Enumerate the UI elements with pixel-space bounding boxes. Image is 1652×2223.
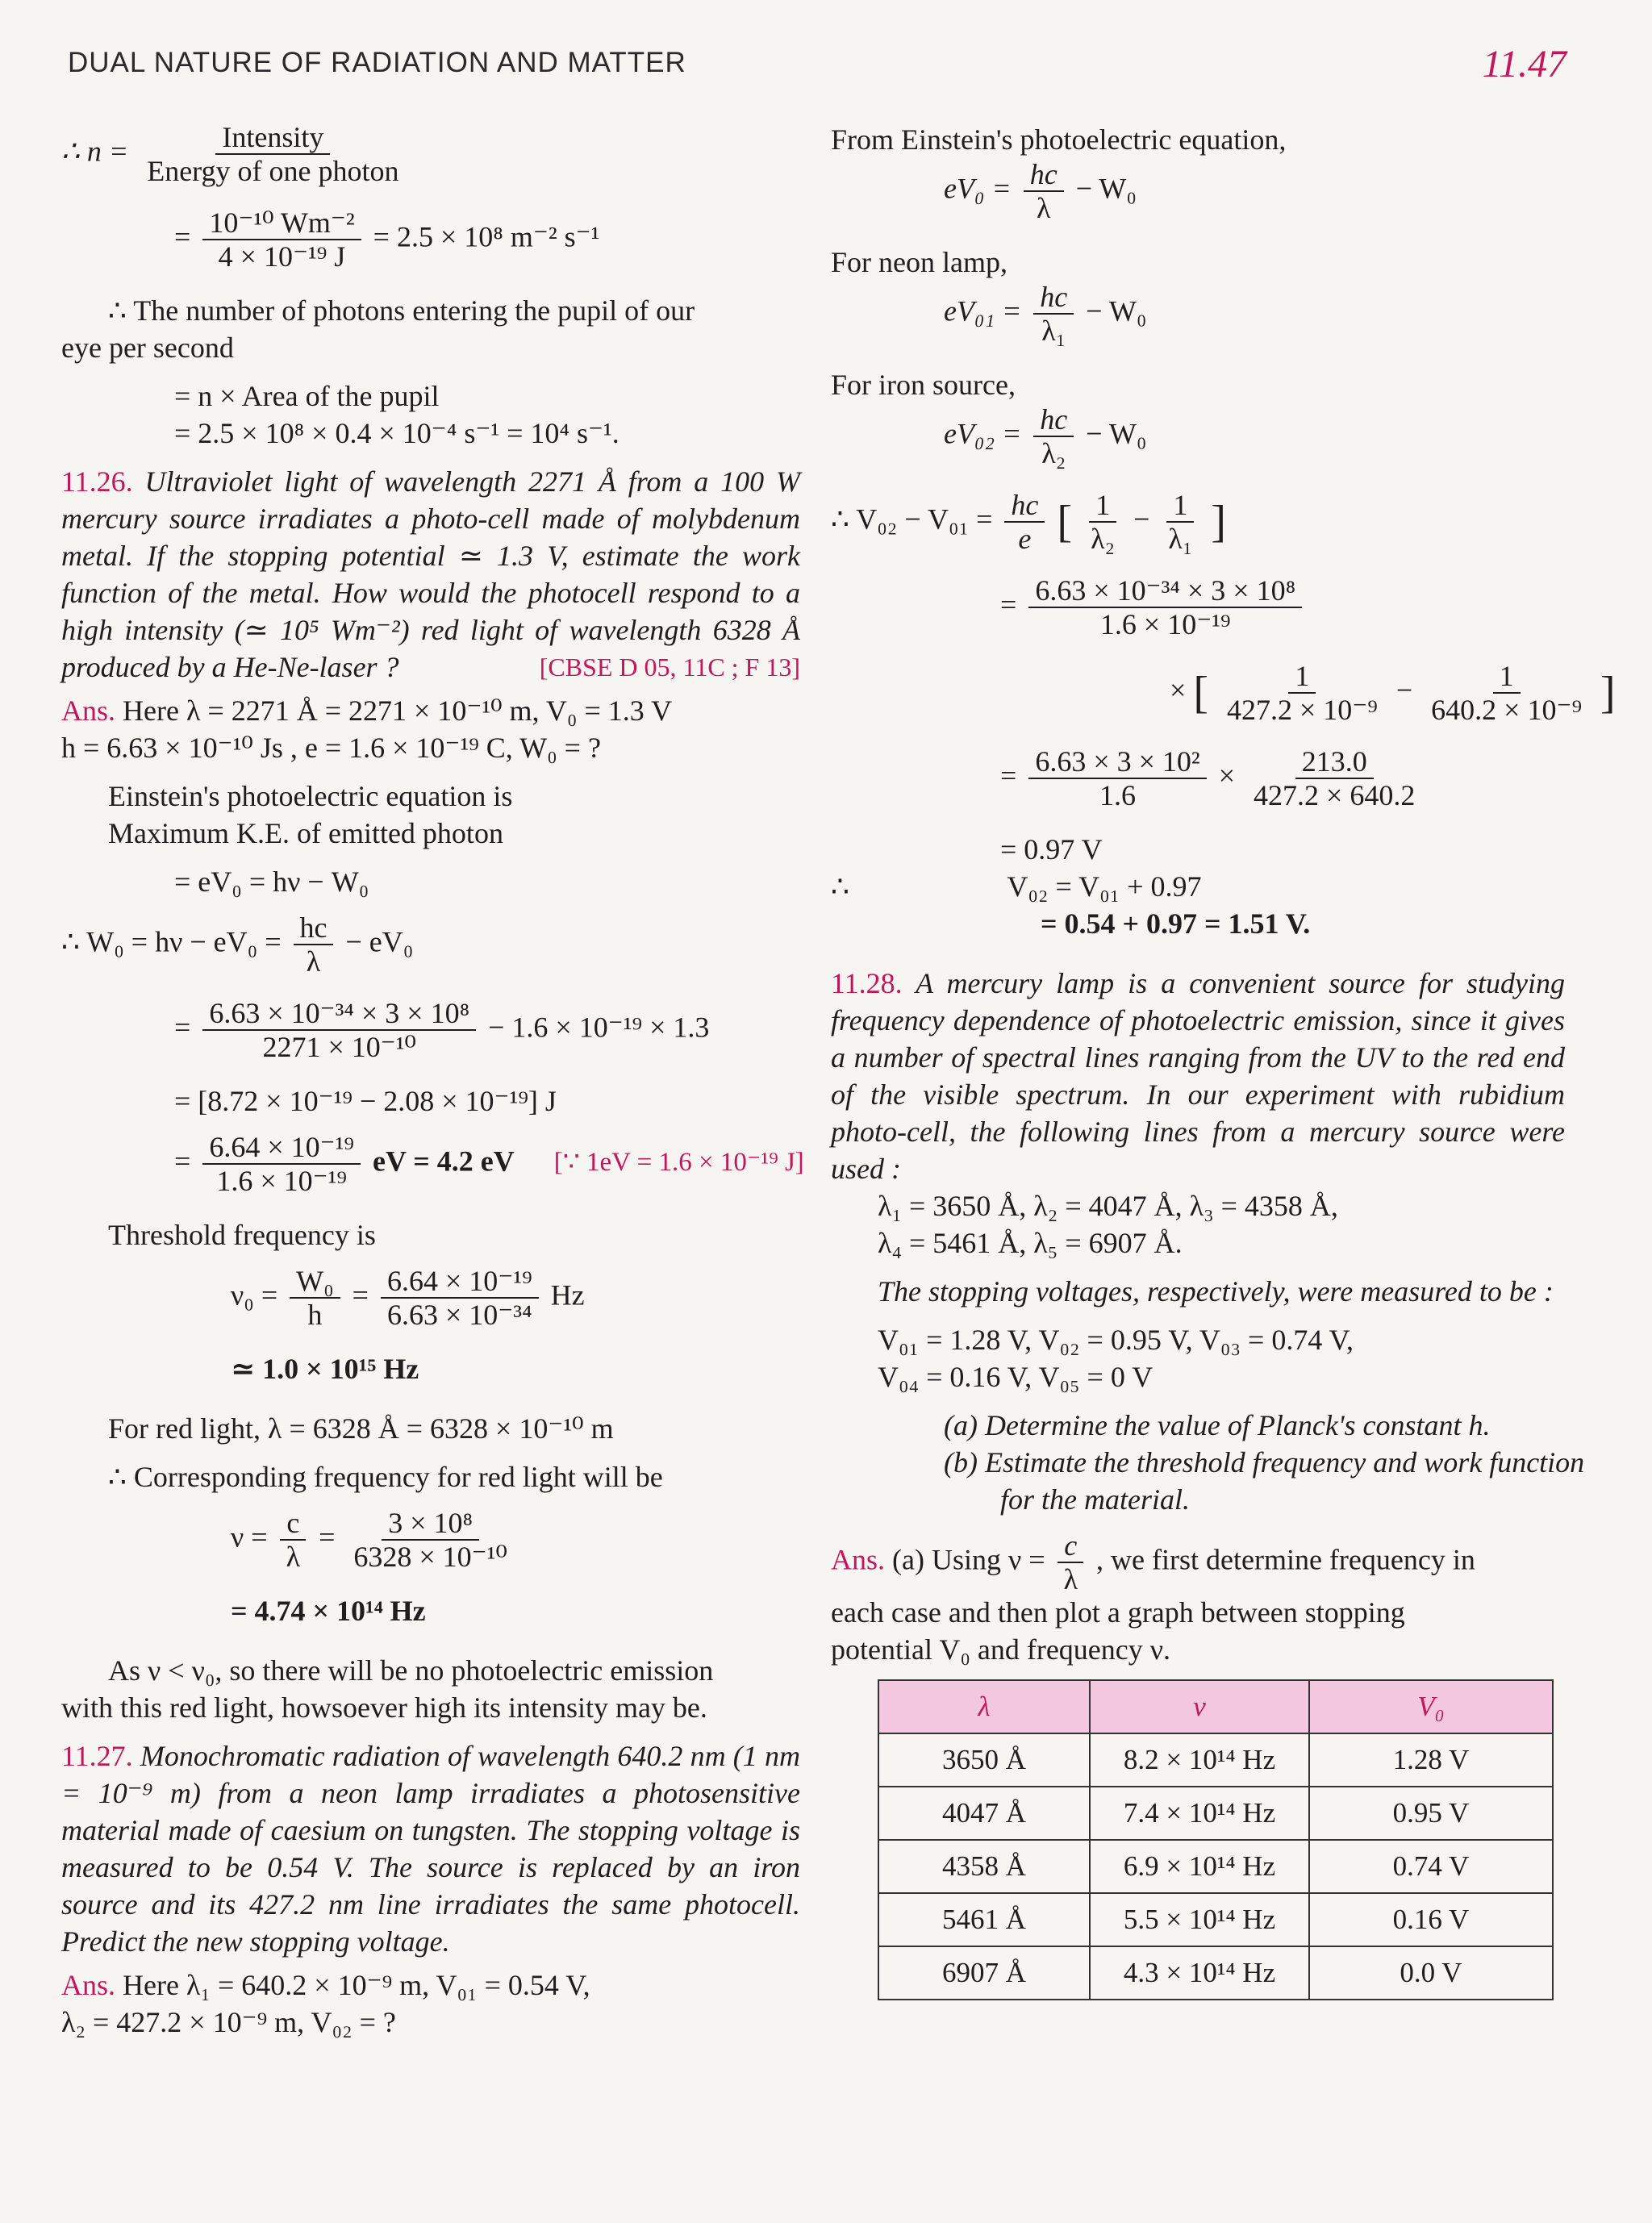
- question-11-28: 11.28. A mercury lamp is a convenient source for studying frequency dependence of photoelectric emission, since it gives a number of spectral lines ranging from the UV to the red end of the visible spectrum. In our experiment with rubidium photo-cell, the following lines from a mercury source were used :: [831, 967, 1565, 1185]
- eq-n-value: = $\frac{\text{10⁻¹⁰ Wm⁻²}}{\text{4 × 10⁻¹⁹ J}}$ = 2.5 × 10⁸ m⁻² s⁻¹: [174, 206, 600, 273]
- eq-line: = 0.97 V: [1000, 833, 1103, 865]
- eq-n: ∴ n = $\frac{\text{Intensity}}{\text{Energy of one photon}}$: [61, 121, 800, 195]
- fraction: $\frac{1}{\text{640.2 × 10⁻⁹}}$: [1431, 660, 1582, 726]
- eq-diff-bracket: × [ $\frac{1}{\text{427.2 × 10⁻⁹}}$ − $\frac{1}{\text{640.2 × 10⁻⁹}}$ ]: [1170, 660, 1616, 726]
- left-column: [61, 121, 804, 2041]
- eq-diff-simplified: = $\frac{\text{6.63 × 3 × 10²}}{1.6}$ × $\frac{213.0}{427.2 \times 640.2}$: [831, 745, 1565, 820]
- fraction: $\frac{\text{6.64 × 10⁻¹⁹}}{\text{6.63 × 10⁻³⁴}}$: [381, 1265, 539, 1331]
- fraction: $\frac{\text{Intensity}}{\text{Energy of one photon}}$: [147, 121, 399, 187]
- fraction: $\frac{\text{6.63 × 3 × 10²}}{1.6}$: [1028, 745, 1206, 811]
- wavelength-list: λ₄ = 5461 Å, λ₅ = 6907 Å.: [878, 1227, 1183, 1259]
- header-wavelength: λ: [878, 1680, 1090, 1733]
- wavelength-list: λ₁ = 3650 Å, λ₂ = 4047 Å, λ₃ = 4358 Å,: [878, 1190, 1338, 1222]
- eq-difference: ∴ V₀₂ − V₀₁ = $\frac{hc}{e}$ [ $\frac{1}{\text{λ₂}}$ − $\frac{1}{\text{λ₁}}$ ]: [831, 489, 1227, 555]
- eq-threshold: ν₀ = $\frac{\text{W₀}}{h}$ = $\frac{\text{6.64 × 10⁻¹⁹}}{\text{6.63 × 10⁻³⁴}}$ Hz: [231, 1265, 585, 1331]
- fraction: $\frac{\text{W₀}}{h}$: [290, 1265, 340, 1331]
- fraction: $\frac{hc}{\lambda}$: [1024, 158, 1064, 224]
- text-line: Threshold frequency is: [108, 1219, 376, 1251]
- table-header-row: [878, 1680, 1553, 1733]
- eq-line: = [8.72 × 10⁻¹⁹ − 2.08 × 10⁻¹⁹] J: [174, 1085, 557, 1117]
- text-line: For iron source,: [831, 369, 1016, 401]
- eq-einstein: eV₀ = $\frac{hc}{\lambda}$ − W₀: [944, 158, 1137, 224]
- fraction: $\frac{\text{6.63 × 10⁻³⁴ × 3 × 10⁸}}{\text{2271 × 10⁻¹⁰}}$: [202, 997, 476, 1063]
- question-11-27: 11.27. Monochromatic radiation of wavelength 640.2 nm (1 nm = 10⁻⁹ m) from a neon lamp irradiates a photosensitive material made of caesium on tungsten. The stopping voltage is measured to be 0.54 V. The source is replaced by an iron source and its 427.2 nm line irradiates the same photocell. Predict the new stopping voltage.: [61, 1740, 800, 1958]
- text-line: As ν < ν₀, so there will be no photoelectric emission: [108, 1654, 714, 1687]
- fraction: $\frac{c}{\lambda}$: [280, 1507, 307, 1573]
- fraction: $\frac{hc}{\lambda}$: [294, 911, 334, 978]
- subquestion-a: (a) Determine the value of Planck's constant h.: [944, 1409, 1491, 1441]
- header-frequency: ν: [1090, 1680, 1309, 1733]
- table-row: 6907 Å 4.3 × 10¹⁴ Hz 0.0 V: [878, 1946, 1553, 2000]
- subquestion-b: for the material.: [1000, 1483, 1190, 1516]
- text-line: ∴ The number of photons entering the pupil of our: [108, 294, 695, 327]
- fraction: $\frac{1}{\text{λ₁}}$: [1168, 489, 1193, 555]
- eq-red-frequency: ν = $\frac{c}{\lambda}$ = $\frac{\text{3 × 10⁸}}{\text{6328 × 10⁻¹⁰}}$: [61, 1507, 800, 1581]
- eq-line: = 0.54 + 0.97 = 1.51 V.: [1041, 907, 1311, 940]
- text-line: The stopping voltages, respectively, were measured to be :: [878, 1275, 1554, 1308]
- header-stopping-potential: V₀: [1309, 1680, 1553, 1733]
- table-row: 3650 Å 8.2 × 10¹⁴ Hz 1.28 V: [878, 1733, 1553, 1787]
- fraction: $\frac{\text{6.63 × 10⁻³⁴ × 3 × 10⁸}}{\text{1.6 × 10⁻¹⁹}}$: [1028, 574, 1302, 640]
- fraction: $\frac{hc}{\text{λ₁}}$: [1033, 281, 1074, 347]
- eq-w0-value: = $\frac{\text{6.63 × 10⁻³⁴ × 3 × 10⁸}}{\text{2271 × 10⁻¹⁰}}$ − 1.6 × 10⁻¹⁹ × 1.3: [174, 997, 710, 1063]
- text-line: with this red light, howsoever high its intensity may be.: [61, 1691, 707, 1724]
- fraction: $\frac{hc}{e}$: [1004, 489, 1045, 555]
- fraction: $\frac{\text{6.64 × 10⁻¹⁹}}{\text{1.6 × 10⁻¹⁹}}$: [202, 1131, 361, 1197]
- table-row: 4358 Å 6.9 × 10¹⁴ Hz 0.74 V: [878, 1840, 1553, 1893]
- eq-line: = 2.5 × 10⁸ × 0.4 × 10⁻⁴ s⁻¹ = 10⁴ s⁻¹.: [174, 417, 620, 449]
- table-row: 5461 Å 5.5 × 10¹⁴ Hz 0.16 V: [878, 1893, 1553, 1946]
- text-line: From Einstein's photoelectric equation,: [831, 123, 1287, 156]
- answer-line: Ans. (a) Using ν = $\frac{c}{\lambda}$ , we first determine frequency in: [831, 1529, 1475, 1595]
- text-line: each case and then plot a graph between stopping: [831, 1596, 1405, 1629]
- text-line: Einstein's photoelectric equation is: [108, 780, 513, 812]
- table-row: 4047 Å 7.4 × 10¹⁴ Hz 0.95 V: [878, 1787, 1553, 1840]
- eq-neon: eV₀₁ = $\frac{hc}{\text{λ₁}}$ − W₀: [944, 281, 1147, 347]
- text-line: For red light, λ = 6328 Å = 6328 × 10⁻¹⁰ m: [108, 1412, 614, 1445]
- fraction: $\frac{c}{\lambda}$: [1058, 1529, 1084, 1595]
- fraction: $\frac{hc}{\text{λ₂}}$: [1033, 403, 1074, 469]
- data-table: [878, 1679, 1554, 2000]
- fraction: $\frac{1}{\text{427.2 × 10⁻⁹}}$: [1226, 660, 1378, 726]
- eq-diff-value: = $\frac{\text{6.63 × 10⁻³⁴ × 3 × 10⁸}}{\text{1.6 × 10⁻¹⁹}}$: [831, 574, 1565, 649]
- voltage-list: V₀₄ = 0.16 V, V₀₅ = 0 V: [878, 1361, 1153, 1393]
- fraction: $\frac{\text{10⁻¹⁰ Wm⁻²}}{\text{4 × 10⁻¹⁹ J}}$: [202, 206, 361, 273]
- eq-w0: ∴ W₀ = hν − eV₀ = $\frac{hc}{\lambda}$ − eV₀: [61, 911, 414, 978]
- answer-line: Ans. Here λ = 2271 Å = 2271 × 10⁻¹⁰ m, V₀ = 1.3 V: [61, 694, 673, 727]
- fraction: $\frac{1}{\text{λ₂}}$: [1091, 489, 1116, 555]
- page-number: 11.47: [1482, 43, 1566, 86]
- text-line: Maximum K.E. of emitted photon: [108, 817, 503, 849]
- text-line: ∴ Corresponding frequency for red light will be: [108, 1461, 663, 1493]
- question-reference: [CBSE D 05, 11C ; F 13]: [539, 653, 800, 682]
- answer-line: Ans. Here λ₁ = 640.2 × 10⁻⁹ m, V₀₁ = 0.54 V,: [61, 1969, 590, 2001]
- right-column: [831, 121, 1616, 2000]
- text-line: potential V₀ and frequency ν.: [831, 1633, 1171, 1666]
- eq-line: λ₂ = 427.2 × 10⁻⁹ m, V₀₂ = ?: [61, 2006, 396, 2038]
- fraction: $\frac{213.0}{427.2 \times 640.2}$: [1254, 745, 1416, 811]
- fraction: $\frac{\text{3 × 10⁸}}{\text{6328 × 10⁻¹⁰}}$: [353, 1507, 507, 1573]
- voltage-list: V₀₁ = 1.28 V, V₀₂ = 0.95 V, V₀₃ = 0.74 V,: [878, 1324, 1354, 1356]
- running-header: DUAL NATURE OF RADIATION AND MATTER: [68, 47, 686, 78]
- eq-line: h = 6.63 × 10⁻¹⁰ Js , e = 1.6 × 10⁻¹⁹ C, W₀ = ?: [61, 732, 601, 764]
- eq-w0-ev: = $\frac{\text{6.64 × 10⁻¹⁹}}{\text{1.6 × 10⁻¹⁹}}$ eV = 4.2 eV [∵ 1eV = 1.6 × 10⁻¹⁹ J]: [174, 1131, 804, 1197]
- eq-line: = 4.74 × 10¹⁴ Hz: [231, 1595, 426, 1627]
- eq-iron: eV₀₂ = $\frac{hc}{\text{λ₂}}$ − W₀: [944, 403, 1147, 469]
- eq-line: = eV₀ = hν − W₀: [174, 865, 369, 898]
- question-11-26: 11.26. Ultraviolet light of wavelength 2271 Å from a 100 W mercury source irradiates a photo-cell made of molybdenum metal. If the stopping potential ≃ 1.3 V, estimate the work function of the metal. How would the photocell respond to a high intensity (≃ 10⁵ Wm⁻²) red light of wavelength 6328 Å produced by a He-Ne-laser ? [CBSE D 05, 11C ; F 13]: [61, 463, 800, 686]
- subquestion-b: (b) Estimate the threshold frequency and work function: [944, 1446, 1585, 1479]
- eq-line: ≃ 1.0 × 10¹⁵ Hz: [231, 1353, 419, 1385]
- text-line: For neon lamp,: [831, 246, 1007, 278]
- eq-line: = n × Area of the pupil: [174, 380, 440, 412]
- text-line: eye per second: [61, 332, 234, 364]
- eq-v02: ∴ V₀₂ = V₀₁ + 0.97: [831, 870, 1202, 903]
